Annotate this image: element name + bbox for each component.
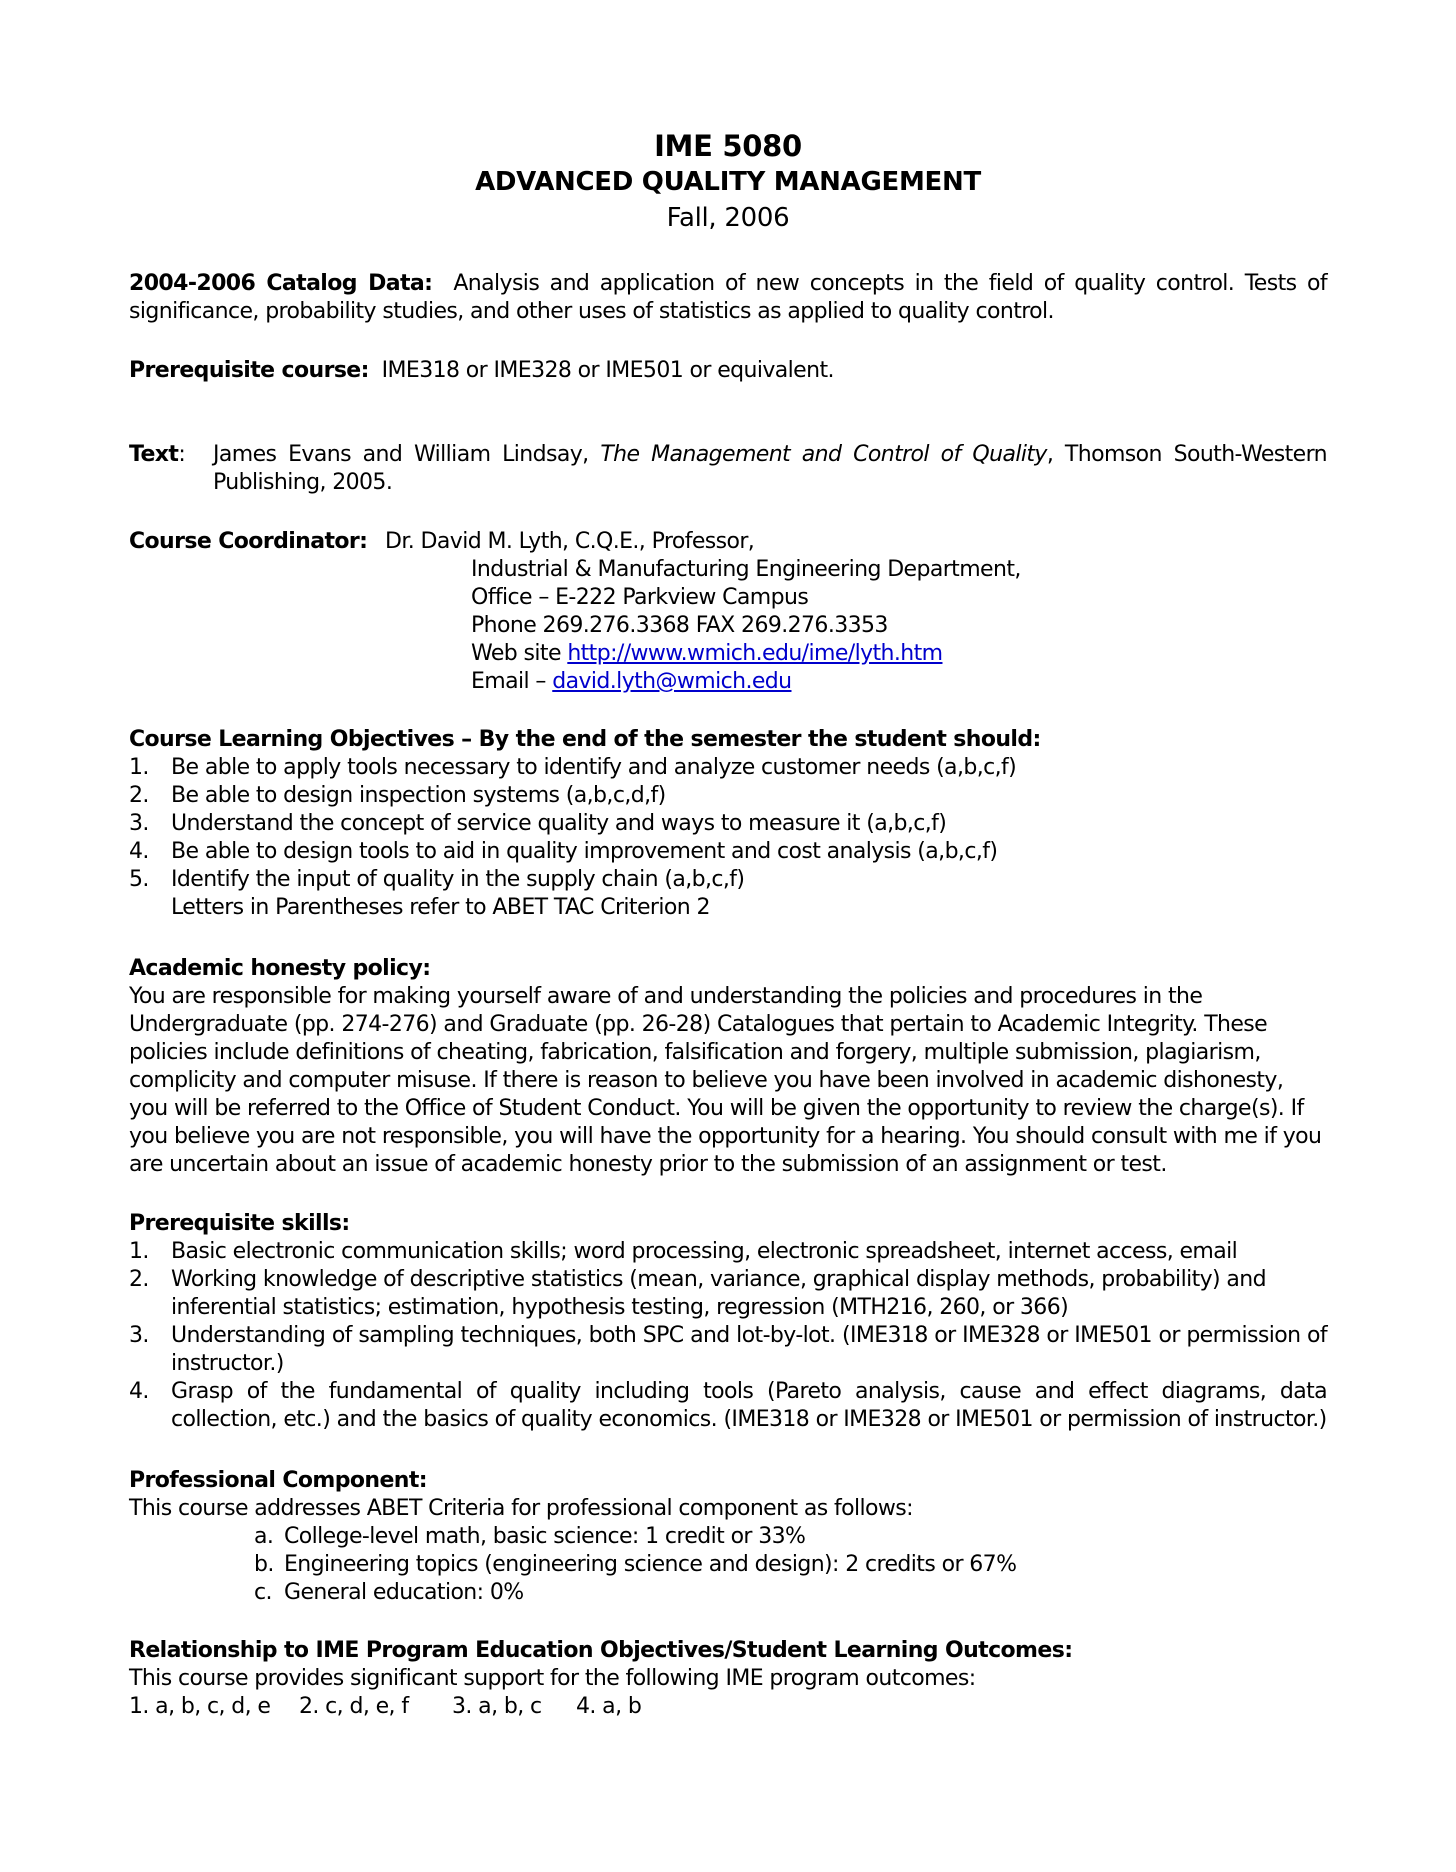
professional-intro: This course addresses ABET Criteria for professional component as follows: [129, 1496, 913, 1521]
textbook-authors: James Evans and William Lindsay, [213, 442, 589, 467]
prerequisite-course-text: IME318 or IME328 or IME501 or equivalent. [381, 358, 834, 383]
objectives-note: Letters in Parentheses refer to ABET TAC Criterion 2 [171, 895, 710, 920]
list-item: 2. Working knowledge of descriptive statistics (mean, variance, graphical display methods, probability) and inferential statistics; estimation, hypothesis testing, regression (MTH216, 260, or 366) [129, 1267, 1267, 1320]
list-item: 4. Grasp of the fundamental of quality including tools (Pareto analysis, cause and effect diagrams, data collection, etc.) and the basics of quality economics. (IME318 or IME328 or IME501 or permission of instructor.) [129, 1379, 1327, 1432]
course-title: ADVANCED QUALITY MANAGEMENT [475, 167, 981, 197]
outcome-item: 3. a, b, c [452, 1694, 542, 1719]
list-item: 3. Understand the concept of service quality and ways to measure it (a,b,c,f) [129, 811, 947, 836]
program-relationship [129, 1637, 1327, 1721]
coordinator-phone: Phone 269.276.3368 FAX 269.276.3353 [471, 613, 888, 638]
course-code: IME 5080 [654, 129, 802, 163]
coordinator-label: Course Coordinator: [129, 529, 368, 554]
list-item: 1. Be able to apply tools necessary to identify and analyze customer needs (a,b,c,f) [129, 755, 1017, 780]
skills-heading: Prerequisite skills: [129, 1211, 350, 1236]
coordinator-department: Industrial & Manufacturing Engineering Department, [471, 557, 1021, 582]
honesty-text: You are responsible for making yourself aware of and understanding the policies and procedures in the Undergraduate (pp. 274-276) and Graduate (pp. 26-28) Catalogues that pertain to Academic Integrity. These policies include definitions of cheating, fabrication, falsification and forgery, multiple submission, plagiarism, complicity and computer misuse. If there is reason to believe you have been involved in academic dishonesty, you will be referred to the Office of Student Conduct. You will be given the opportunity to review the charge(s). If you believe you are not responsible, you will have the opportunity for a hearing. You should consult with me if you are uncertain about an issue of academic honesty prior to the submission of an assignment or test. [129, 984, 1322, 1177]
textbook: Text: James Evans and William Lindsay, The Management and Control of Quality, Thomson South-Western Publishing, 2005. [129, 442, 1328, 495]
website-link[interactable]: http://www.wmich.edu/ime/lyth.htm [567, 641, 943, 666]
list-item: c. General education: 0% [254, 1580, 524, 1605]
outcome-item: 2. c, d, e, f [299, 1694, 409, 1719]
outcome-item: 1. a, b, c, d, e [129, 1694, 271, 1719]
objectives-list [129, 754, 1327, 922]
academic-honesty [129, 955, 1327, 1179]
email-link[interactable]: david.lyth@wmich.edu [552, 669, 792, 694]
professional-heading: Professional Component: [129, 1468, 427, 1493]
professional-list [129, 1523, 1327, 1607]
list-item: a. College-level math, basic science: 1 credit or 33% [254, 1524, 806, 1549]
coordinator-website: Web site http://www.wmich.edu/ime/lyth.htm [471, 641, 943, 666]
textbook-publisher: , Thomson South-Western Publishing, 2005. [213, 442, 1328, 495]
syllabus-page [129, 0, 1327, 1872]
textbook-citation [213, 441, 1327, 497]
course-coordinator [129, 528, 1327, 698]
textbook-title: The Management and Control of Quality [600, 442, 1047, 467]
list-item: 5. Identify the input of quality in the supply chain (a,b,c,f) [129, 867, 745, 892]
list-item: 3. Understanding of sampling techniques, both SPC and lot-by-lot. (IME318 or IME328 or IME501 or permission of instructor.) [129, 1323, 1327, 1376]
prerequisite-course-label: Prerequisite course: [129, 358, 369, 383]
learning-objectives [129, 726, 1327, 922]
catalog-text: Analysis and application of new concepts in the field of quality control. Tests of significance, probability studies, and other uses of statistics as applied to quality control. [129, 271, 1327, 324]
prerequisite-skills [129, 1210, 1327, 1434]
list-item: 1. Basic electronic communication skills; word processing, electronic spreadsheet, internet access, email [129, 1239, 1238, 1264]
coordinator-office: Office – E-222 Parkview Campus [471, 585, 809, 610]
textbook-label: Text [129, 442, 179, 467]
relationship-intro: This course provides significant support for the following IME program outcomes: [129, 1666, 976, 1691]
professional-component [129, 1467, 1327, 1607]
outcomes-list [129, 1693, 1327, 1721]
coordinator-details [471, 556, 1021, 696]
outcome-item: 4. a, b [576, 1694, 642, 1719]
document-header [129, 128, 1327, 236]
catalog-label: 2004-2006 Catalog Data: [129, 271, 433, 296]
relationship-heading: Relationship to IME Program Education Objectives/Student Learning Outcomes: [129, 1638, 1073, 1663]
course-term: Fall, 2006 [666, 203, 790, 233]
list-item: 2. Be able to design inspection systems (a,b,c,d,f) [129, 783, 666, 808]
coordinator-email: Email – david.lyth@wmich.edu [471, 669, 792, 694]
catalog-data [129, 270, 1327, 326]
honesty-heading: Academic honesty policy: [129, 956, 431, 981]
prerequisite-course [129, 357, 1327, 385]
skills-list [129, 1238, 1327, 1434]
objectives-heading: Course Learning Objectives – By the end of the semester the student should: [129, 727, 1041, 752]
coordinator-name: Dr. David M. Lyth, C.Q.E., Professor, [385, 529, 755, 554]
list-item: b. Engineering topics (engineering science and design): 2 credits or 67% [254, 1552, 1017, 1577]
list-item: 4. Be able to design tools to aid in quality improvement and cost analysis (a,b,c,f) [129, 839, 998, 864]
